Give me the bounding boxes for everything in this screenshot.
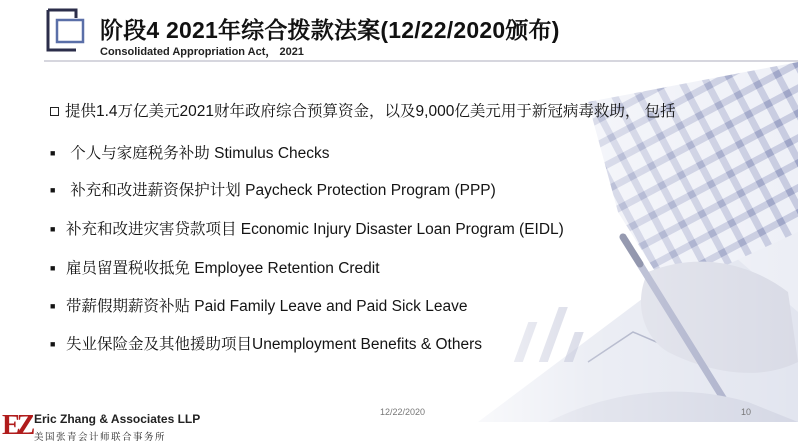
list-item-text: 补充和改进灾害贷款项目 Economic Injury Disaster Loan Program (EIDL) <box>66 221 564 238</box>
brand-chinese-name: 美国张青会计师联合事务所 <box>34 432 167 442</box>
brand-name: Eric Zhang & Associates LLP <box>34 412 201 426</box>
brand-logo <box>0 408 200 442</box>
checkbox-bullet-icon <box>50 107 59 116</box>
intro-text: 提供1.4万亿美元2021财年政府综合预算资金，以及9,000亿美元用于新冠病毒救助， 包括 <box>65 103 676 120</box>
logo-bracket-icon <box>44 6 90 52</box>
list-item-text: 失业保险金及其他援助项目Unemployment Benefits & Others <box>66 336 483 353</box>
intro-bullet <box>50 102 676 122</box>
list-item <box>50 334 482 355</box>
square-bullet-icon: ■ <box>50 339 56 349</box>
square-bullet-icon: ■ <box>50 263 56 273</box>
list-item-text: 雇员留置税收抵免 Employee Retention Credit <box>66 260 380 277</box>
list-item <box>50 296 467 317</box>
title-divider <box>44 60 798 62</box>
square-bullet-icon: ■ <box>50 301 56 311</box>
list-item-text: 个人与家庭税务补助 Stimulus Checks <box>66 145 330 162</box>
page-number: 10 <box>741 407 752 417</box>
square-bullet-icon: ■ <box>50 224 56 234</box>
list-item <box>50 219 564 240</box>
page-title: 阶段4 2021年综合拨款法案(12/22/2020颁布) <box>100 17 560 43</box>
page-subtitle: Consolidated Appropriation Act， 2021 <box>100 46 304 58</box>
list-item <box>50 258 380 279</box>
ez-logo-icon: EZ <box>2 410 32 441</box>
list-item <box>50 180 496 201</box>
list-item-text: 带薪假期薪资补贴 Paid Family Leave and Paid Sick Leave <box>66 298 468 315</box>
square-bullet-icon: ■ <box>50 148 56 158</box>
footer-date: 12/22/2020 <box>380 407 426 417</box>
square-bullet-icon: ■ <box>50 185 56 195</box>
list-item <box>50 143 330 164</box>
list-item-text: 补充和改进薪资保护计划 Paycheck Protection Program (PPP) <box>66 182 496 199</box>
